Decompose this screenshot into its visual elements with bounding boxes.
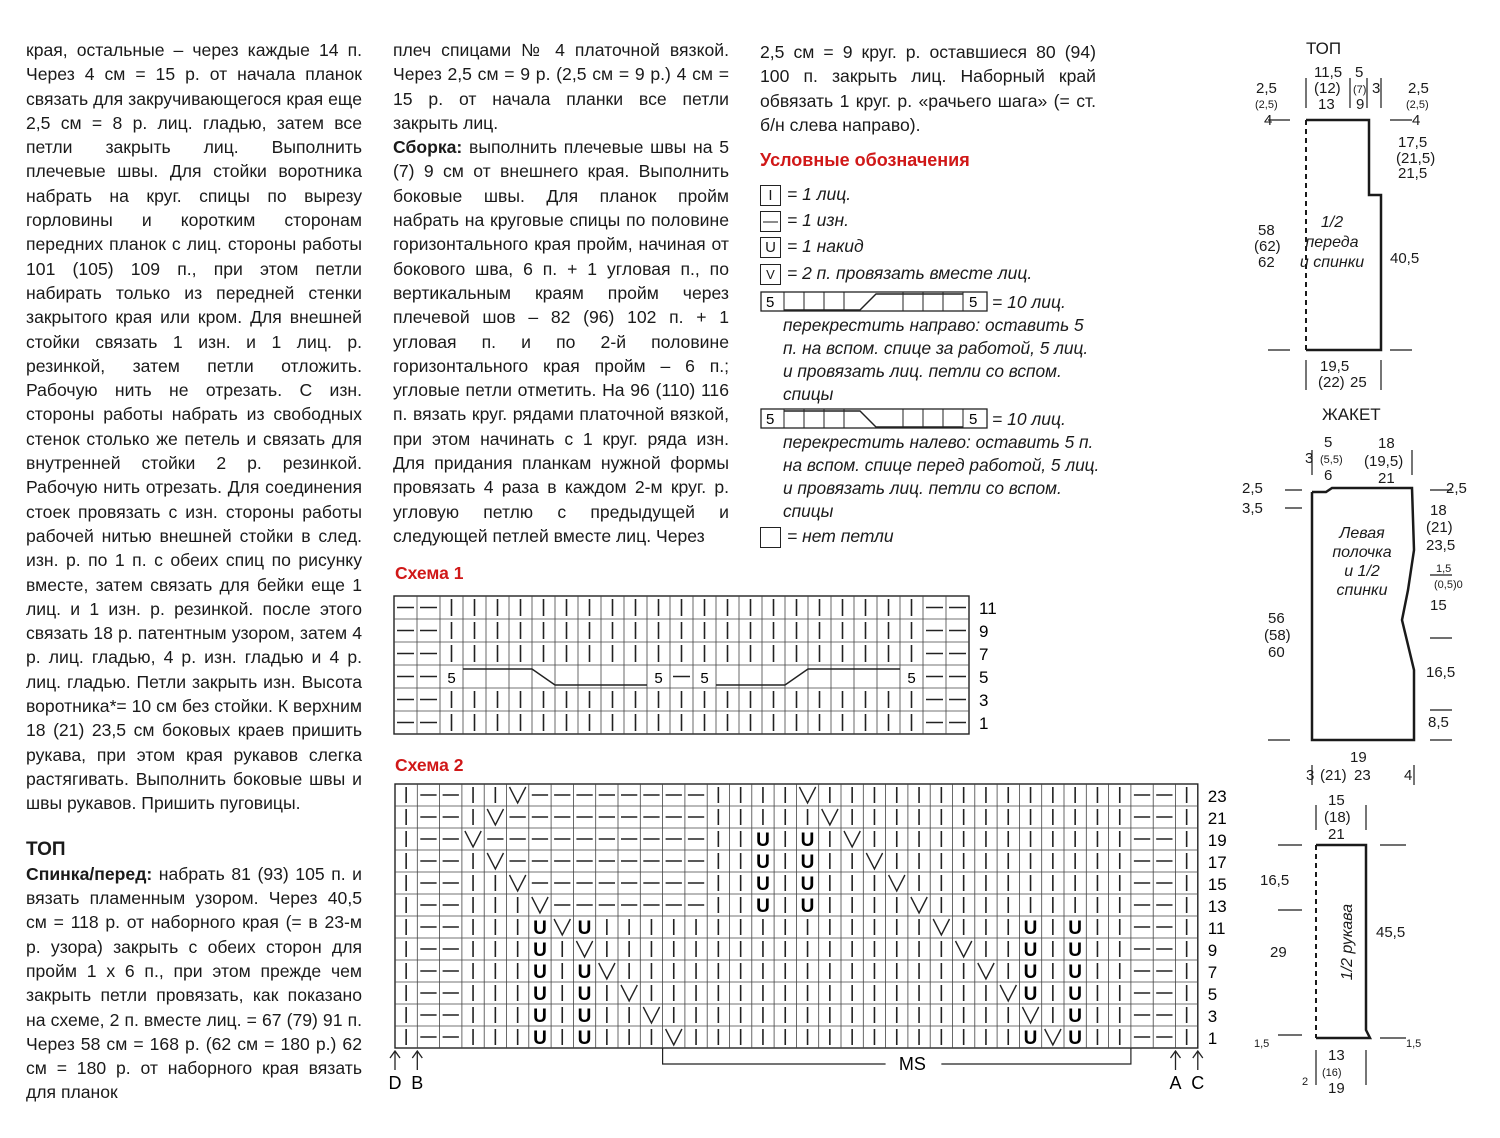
dim-label: 19,5 bbox=[1320, 358, 1350, 375]
dim-label: 15 bbox=[1430, 597, 1447, 614]
scheme1-chart bbox=[390, 592, 1000, 737]
yarn-over-stitch: U bbox=[1068, 940, 1083, 961]
sborka-text: выполнить плечевые швы на 5 (7) 9 см от внешнего края. Выполнить боковые швы. Для планок пройм набрать на круговые спицы по половине горизонтального края пройм, начиная от бокового шва, 6 п. + 1 угловая п., по вертикальным краям пройм через плечевой шов – 82 (96) 102 п. + 1 угловая п. и по 2-й половине горизонтального края пройм – 6 п.; угловые петли отметить. На 96 (110) 116 п. вязать круг. рядами платочной вязкой, при этом начинать с 1 круг. ряда изн. Для придания планкам нужной формы провязать 4 раза в каждом 2-м круг. р. угловую петлю с предыдущей и следующей петлей вместе лиц. Через bbox=[393, 137, 729, 546]
marker-c-label: C bbox=[1191, 1073, 1205, 1093]
yarn-over-stitch: U bbox=[1023, 918, 1038, 939]
dim-label: (2,5) bbox=[1406, 99, 1429, 111]
dim-label: 13 bbox=[1328, 1047, 1345, 1064]
dim-label: (7) bbox=[1353, 84, 1367, 96]
marker-d-label: D bbox=[388, 1073, 402, 1093]
dim-label: (16) bbox=[1322, 1067, 1342, 1079]
yarn-over-stitch: U bbox=[1023, 1028, 1038, 1049]
dim-label: 2,5 bbox=[1446, 480, 1467, 497]
dim-label: 62 bbox=[1258, 254, 1275, 271]
dim-label: 15 bbox=[1328, 792, 1345, 809]
cross-right-eq: = 10 лиц. bbox=[992, 292, 1066, 312]
dim-label: 1,5 bbox=[1436, 563, 1452, 575]
yarn-over-stitch: U bbox=[1023, 940, 1038, 961]
dim-label: 19 bbox=[1350, 749, 1367, 766]
yarn-over-stitch: U bbox=[800, 830, 815, 851]
row-number: 1 bbox=[979, 714, 989, 733]
dim-label: 2 bbox=[1302, 1076, 1309, 1088]
row-number: 23 bbox=[1207, 787, 1227, 806]
dim-label: 13 bbox=[1318, 96, 1335, 113]
yarn-over-stitch: U bbox=[1068, 918, 1083, 939]
dim-label: (21,5) bbox=[1396, 150, 1436, 167]
yarn-over-stitch: U bbox=[756, 874, 770, 895]
dim-label: 56 bbox=[1268, 610, 1285, 627]
row-number: 7 bbox=[979, 645, 989, 664]
dim-label: 11,5 bbox=[1314, 64, 1343, 81]
cable-number: 5 bbox=[447, 670, 456, 687]
legend-item-text: = 1 изн. bbox=[787, 210, 850, 230]
yarn-over-stitch: U bbox=[533, 940, 547, 961]
legend-item-text: = 2 п. провязать вместе лиц. bbox=[787, 263, 1033, 283]
top-diagram-title: ТОП bbox=[1306, 39, 1342, 58]
cross-left-eq: = 10 лиц. bbox=[992, 409, 1066, 429]
text-column-2 bbox=[393, 38, 729, 548]
dim-label: 3 bbox=[1372, 80, 1381, 97]
row-number: 17 bbox=[1207, 853, 1227, 872]
dim-label: 1,5 bbox=[1406, 1038, 1422, 1050]
yarn-over-symbol-icon: U bbox=[760, 237, 781, 258]
yarn-over-stitch: U bbox=[1068, 984, 1083, 1005]
ms-bracket-right bbox=[941, 1048, 1131, 1064]
dim-label: (22) bbox=[1318, 374, 1345, 391]
marker-a-label: A bbox=[1169, 1073, 1182, 1093]
dim-label: 23,5 bbox=[1426, 537, 1456, 554]
row-number: 5 bbox=[979, 668, 989, 687]
ms-label: MS bbox=[898, 1054, 926, 1074]
yarn-over-stitch: U bbox=[756, 852, 770, 873]
sborka-lead: Сборка: bbox=[393, 137, 463, 158]
cable-number: 5 bbox=[907, 670, 916, 687]
yarn-over-stitch: U bbox=[577, 962, 592, 983]
dim-label: 4 bbox=[1404, 767, 1413, 784]
scheme2-chart bbox=[385, 782, 1255, 1104]
scheme1-title: Схема 1 bbox=[395, 563, 464, 583]
sborka-paragraph bbox=[393, 135, 729, 548]
col3-paragraph: 2,5 см = 9 круг. р. оставшиеся 80 (94) 100 п. закрыть лиц. Наборный край обвязать 1 круг. р. «рачьего шага» (= ст. б/н слева направо). bbox=[760, 42, 1096, 135]
row-number: 15 bbox=[1207, 875, 1227, 894]
sleeve-diagram-label: 1/2 рукава bbox=[1339, 903, 1356, 981]
legend-item-knit bbox=[760, 184, 851, 206]
cross-right-desc: перекрестить направо: оставить 5 п. на вспом. спице за работой, 5 лиц. и провязать лиц. петли со вспом. спицы bbox=[783, 315, 1089, 404]
dim-label: 3 bbox=[1305, 450, 1314, 467]
cross-five-right: 5 bbox=[969, 411, 978, 428]
yarn-over-stitch: U bbox=[800, 852, 815, 873]
row-number: 3 bbox=[1207, 1007, 1218, 1026]
dim-label: 40,5 bbox=[1390, 250, 1420, 267]
dim-label: (0,5)0 bbox=[1434, 579, 1463, 591]
scheme2-title: Схема 2 bbox=[395, 755, 464, 775]
yarn-over-stitch: U bbox=[756, 896, 770, 917]
dim-label: (18) bbox=[1324, 809, 1351, 826]
yarn-over-stitch: U bbox=[577, 1006, 592, 1027]
yarn-over-stitch: U bbox=[1068, 1006, 1083, 1027]
cross-five-left: 5 bbox=[766, 294, 775, 311]
cross-five-left: 5 bbox=[766, 411, 775, 428]
row-number: 7 bbox=[1207, 963, 1218, 982]
dim-label: 29 bbox=[1270, 944, 1287, 961]
cross-left-desc: перекрестить налево: оставить 5 п. на вспом. спице перед работой, 5 лиц. и провязать лиц. петли со вспом. спицы bbox=[783, 432, 1100, 521]
yarn-over-stitch: U bbox=[756, 830, 770, 851]
dim-label: 58 bbox=[1258, 222, 1275, 239]
k2tog-symbol-icon: V bbox=[760, 264, 781, 285]
dim-label: 18 bbox=[1430, 502, 1447, 519]
legend-item-yarn-over bbox=[760, 236, 864, 258]
dim-label: 23 bbox=[1354, 767, 1371, 784]
dim-label: (5,5) bbox=[1320, 454, 1343, 466]
legend-item-text: = 1 накид bbox=[787, 236, 864, 256]
dim-label: (62) bbox=[1254, 238, 1281, 255]
knit-symbol-icon: I bbox=[760, 185, 781, 206]
dim-label: 2,5 bbox=[1408, 80, 1429, 97]
row-number: 5 bbox=[1207, 985, 1218, 1004]
dim-label: 45,5 bbox=[1376, 924, 1406, 941]
ms-bracket-left bbox=[663, 1048, 886, 1064]
dim-label: (19,5) bbox=[1364, 453, 1404, 470]
yarn-over-stitch: U bbox=[577, 984, 592, 1005]
cross-left-symbol-icon bbox=[760, 407, 990, 431]
dim-label: 9 bbox=[1356, 96, 1365, 113]
dim-label: 4 bbox=[1264, 112, 1273, 129]
dim-label: 2,5 bbox=[1242, 480, 1263, 497]
col2-paragraph: плеч спицами № 4 платочной вязкой. Через 2,5 см = 9 р. (2,5 см = 9 р.) 4 см = 15 р. от начала планки все петли закрыть лиц. bbox=[393, 40, 729, 133]
yarn-over-stitch: U bbox=[800, 874, 815, 895]
dim-label: (21) bbox=[1320, 767, 1347, 784]
dim-label: 6 bbox=[1324, 467, 1333, 484]
cross-five-right: 5 bbox=[969, 294, 978, 311]
dim-label: 5 bbox=[1355, 64, 1364, 81]
yarn-over-stitch: U bbox=[533, 1006, 547, 1027]
purl-symbol-icon: — bbox=[760, 211, 781, 232]
row-number: 13 bbox=[1207, 897, 1227, 916]
dim-label: 18 bbox=[1378, 435, 1395, 452]
row-number: 9 bbox=[979, 622, 989, 641]
cable-number: 5 bbox=[654, 670, 663, 687]
dim-label: 5 bbox=[1324, 434, 1333, 451]
dim-label: 2,5 bbox=[1256, 80, 1277, 97]
jacket-diagram-title: ЖАКЕТ bbox=[1322, 405, 1381, 424]
dim-label: 1,5 bbox=[1254, 1038, 1270, 1050]
yarn-over-stitch: U bbox=[533, 984, 547, 1005]
dim-label: 21 bbox=[1378, 470, 1395, 487]
col1-paragraph: края, остальные – через каждые 14 п. Через 4 см = 15 р. от начала планок связать для закручивающегося края еще 2,5 см = 8 р. лиц. гладью, затем все петли закрыть лиц. Выполнить плечевые швы. Для стойки воротника набрать на круг. спицы по вырезу горловины и коротким сторонам передних планок с лиц. стороны работы 101 (105) 109 п., при этом петли набирать только из передней стенки закрытого края или кром. Для внешней стойки связать 1 изн. и 1 лиц. р. резинкой, затем петли отложить. Рабочую нить не отрезать. С изн. стороны работы набрать из свободных стенок столько же петель и связать для внутренней стойки 2 р. резинкой. Рабочую нить отрезать. Для соединения стоек провязать с изн. стороны работы рабочей нитью внешней стойки в след. изн. р. по 1 п. с обеих спиц по рисунку вместе, затем связать для бейки еще 1 лиц. и 1 изн. р. резинкой. после этого связать 18 р. патентным узором, затем 4 р. лиц. гладью, 4 р. изн. гладью и 4 р. лиц. гладью. Петли закрыть изн. Высота воротника*= 10 см без стойки. К верхним 18 (21) 23,5 см боковых краев пришить рукава, при этом края рукавов слегка растягивать. Выполнить боковые швы и швы рукавов. Пришить пуговицы. bbox=[26, 40, 362, 814]
yarn-over-stitch: U bbox=[1023, 962, 1038, 983]
yarn-over-stitch: U bbox=[533, 962, 547, 983]
legend-item-text: = 1 лиц. bbox=[787, 184, 852, 204]
row-number: 19 bbox=[1207, 831, 1227, 850]
row-number: 11 bbox=[979, 599, 997, 618]
yarn-over-stitch: U bbox=[533, 918, 547, 939]
row-number: 11 bbox=[1207, 919, 1226, 938]
dim-label: 4 bbox=[1412, 112, 1421, 129]
yarn-over-stitch: U bbox=[1068, 962, 1083, 983]
section-heading-top: ТОП bbox=[26, 838, 66, 860]
dim-label: 8,5 bbox=[1428, 714, 1449, 731]
text-column-3 bbox=[760, 40, 1096, 137]
dim-label: 3,5 bbox=[1242, 500, 1263, 517]
dim-label: (12) bbox=[1314, 80, 1341, 97]
dim-label: 60 bbox=[1268, 644, 1285, 661]
dim-label: 19 bbox=[1328, 1080, 1345, 1097]
jacket-diagram-label: Левая полочка и 1/2 спинки bbox=[1332, 525, 1392, 599]
pattern-diagrams bbox=[1240, 30, 1500, 1105]
row-number: 1 bbox=[1207, 1029, 1218, 1048]
dim-label: 17,5 bbox=[1398, 134, 1428, 151]
dim-label: (21) bbox=[1426, 519, 1453, 536]
legend-item-text: = нет петли bbox=[787, 526, 894, 546]
row-number: 9 bbox=[1207, 941, 1218, 960]
dim-label: (2,5) bbox=[1255, 99, 1278, 111]
cross-right-symbol-icon bbox=[760, 290, 990, 314]
dim-label: 21 bbox=[1328, 826, 1345, 843]
yarn-over-stitch: U bbox=[1068, 1028, 1083, 1049]
top-diagram-label: 1/2 переда и спинки bbox=[1299, 214, 1365, 271]
text-column-1 bbox=[26, 38, 362, 1105]
marker-b-label: B bbox=[411, 1073, 424, 1093]
legend-item-k2tog bbox=[760, 263, 1032, 285]
yarn-over-stitch: U bbox=[577, 1028, 592, 1049]
dim-label: 25 bbox=[1350, 374, 1367, 391]
yarn-over-stitch: U bbox=[577, 918, 592, 939]
cable-number: 5 bbox=[700, 670, 709, 687]
spinka-text: набрать 81 (93) 105 п. и вязать пламенным узором. Через 40,5 см = 118 р. от наборного края (= в 23-м р. узора) закрыть с обеих сторон для пройм 1 х 6 п., при этом прежде чем закрыть петли провязать, как показано на схеме, 2 п. вместе лиц. = 67 (79) 91 п. Через 58 см = 168 р. (62 см = 180 р.) 62 см = 180 р. от наборного края вязать для планок bbox=[26, 863, 362, 1103]
row-number: 21 bbox=[1207, 809, 1227, 828]
dim-label: 16,5 bbox=[1426, 664, 1456, 681]
yarn-over-stitch: U bbox=[800, 896, 815, 917]
dim-label: (58) bbox=[1264, 627, 1291, 644]
col1-spinka-paragraph bbox=[26, 862, 362, 1105]
dim-label: 3 bbox=[1306, 767, 1315, 784]
legend-item-purl bbox=[760, 210, 849, 232]
yarn-over-stitch: U bbox=[1023, 984, 1038, 1005]
row-number: 3 bbox=[979, 691, 989, 710]
legend-title: Условные обозначения bbox=[760, 150, 970, 170]
yarn-over-stitch: U bbox=[533, 1028, 547, 1049]
legend-item-no-stitch bbox=[760, 526, 894, 548]
dim-label: 21,5 bbox=[1398, 165, 1428, 182]
dim-label: 16,5 bbox=[1260, 872, 1290, 889]
spinka-lead: Спинка/перед: bbox=[26, 863, 153, 884]
no-stitch-symbol-icon bbox=[760, 527, 781, 548]
